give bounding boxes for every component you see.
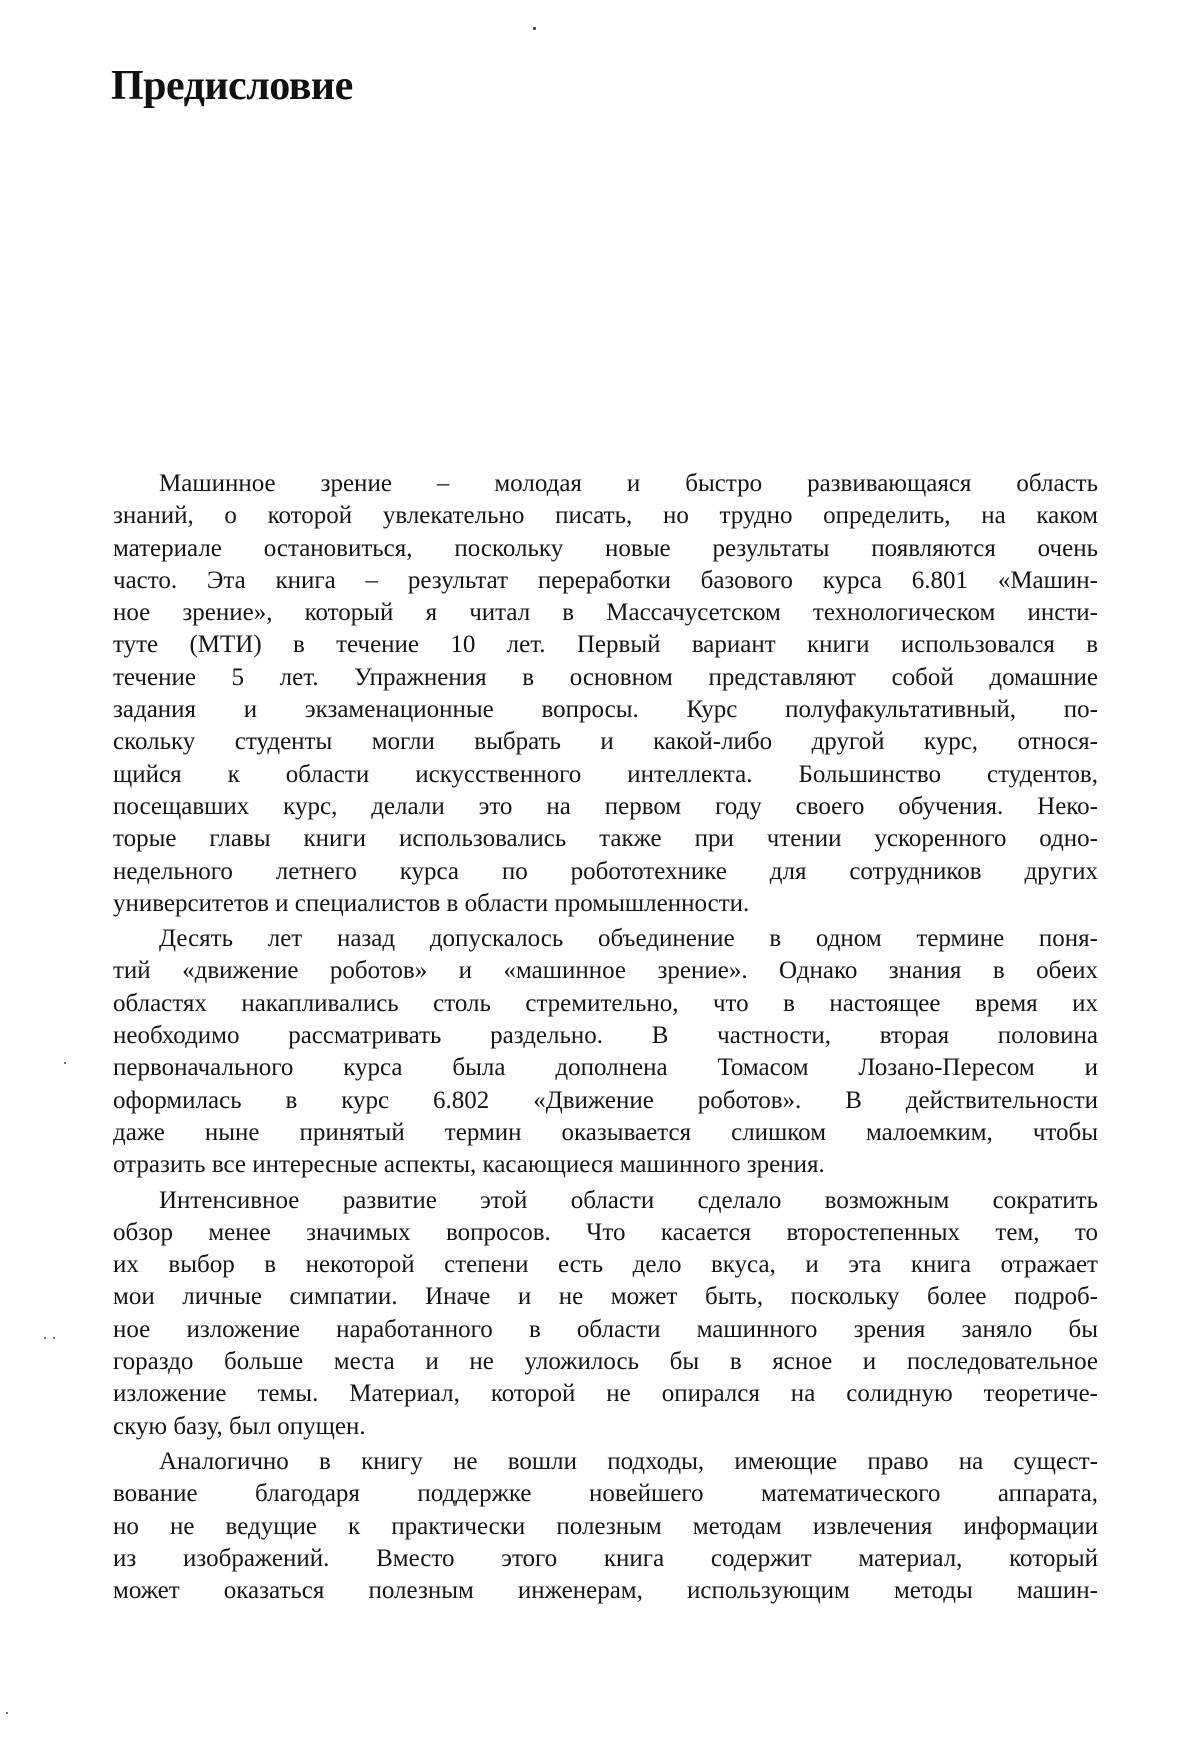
text-line: университетов и специалистов в области промышленности.	[113, 889, 750, 917]
text-line: даже ныне принятый термин оказывается слишком малоемким, чтобы	[113, 1118, 1098, 1146]
text-line: оформилась в курс 6.802 «Движение роботов». В действительности	[113, 1086, 1098, 1114]
text-line: задания и экзаменационные вопросы. Курс полуфакультативный, по-	[113, 696, 1098, 724]
text-line: областях накапливались столь стремительно, что в настоящее время их	[113, 989, 1098, 1017]
text-line: торые главы книги использовались также при чтении ускоренного одно-	[113, 825, 1098, 853]
scan-speck	[533, 27, 536, 30]
scan-speck	[44, 1337, 46, 1339]
text-line: необходимо рассматривать раздельно. В частности, вторая половина	[113, 1022, 1098, 1050]
body-text	[113, 468, 1098, 1607]
text-line: отразить все интересные аспекты, касающиеся машинного зрения.	[113, 1151, 825, 1179]
paragraph	[113, 1446, 1098, 1607]
text-line: изложение темы. Материал, которой не опирался на солидную теоретиче-	[113, 1380, 1098, 1408]
text-line: часто. Эта книга – результат переработки базового курса 6.801 «Машин-	[113, 566, 1098, 594]
paragraph	[113, 468, 1098, 920]
text-line: вование благодаря поддержке новейшего математического аппарата,	[113, 1480, 1098, 1508]
text-line: туте (МТИ) в течение 10 лет. Первый вариант книги использовался в	[113, 631, 1098, 659]
page-title: Предисловие	[111, 63, 353, 109]
text-line: тий «движение роботов» и «машинное зрение». Однако знания в обеих	[113, 957, 1098, 985]
text-line: Машинное зрение – молодая и быстро развивающаяся область	[159, 470, 1098, 497]
text-line: Интенсивное развитие этой области сделало возможным сократить	[159, 1186, 1098, 1214]
text-line: ное зрение», который я читал в Массачусетском технологическом инсти-	[113, 599, 1098, 627]
text-line: скольку студенты могли выбрать и какой-либо другой курс, относя-	[113, 728, 1098, 756]
text-line: недельного летнего курса по робототехнике для сотрудников других	[113, 857, 1098, 885]
paragraph	[113, 923, 1098, 1181]
scan-speck	[6, 1712, 8, 1714]
text-line: мои личные симпатии. Иначе и не может быть, поскольку более подроб-	[113, 1283, 1098, 1311]
scan-speck	[64, 1062, 66, 1064]
text-line: может оказаться полезным инженерам, использующим методы машин-	[113, 1577, 1098, 1605]
text-line: но не ведущие к практически полезным методам извлечения информации	[113, 1512, 1098, 1540]
text-line: обзор менее значимых вопросов. Что касается второстепенных тем, то	[113, 1218, 1098, 1246]
text-line: посещавших курс, делали это на первом году своего обучения. Неко-	[113, 792, 1098, 820]
text-line: материале остановиться, поскольку новые результаты появляются очень	[113, 534, 1098, 562]
text-line: гораздо больше места и не уложилось бы в ясное и последовательное	[113, 1348, 1098, 1376]
text-line: их выбор в некоторой степени есть дело вкуса, и эта книга отражает	[113, 1251, 1098, 1279]
text-line: Аналогично в книгу не вошли подходы, имеющие право на сущест-	[159, 1447, 1098, 1475]
text-line: щийся к области искусственного интеллекта. Большинство студентов,	[113, 760, 1098, 788]
paragraph	[113, 1185, 1098, 1443]
text-line: течение 5 лет. Упражнения в основном представляют собой домашние	[113, 663, 1098, 691]
text-line: первоначального курса была дополнена Томасом Лозано-Пересом и	[113, 1054, 1098, 1082]
text-line: Десять лет назад допускалось объединение в одном термине поня-	[159, 925, 1098, 953]
text-line: ное изложение наработанного в области машинного зрения заняло бы	[113, 1315, 1098, 1343]
scan-speck	[53, 1337, 55, 1339]
text-line: знаний, о которой увлекательно писать, но трудно определить, на каком	[113, 502, 1098, 530]
text-line: скую базу, был опущен.	[113, 1412, 366, 1440]
text-line: из изображений. Вместо этого книга содержит материал, который	[113, 1544, 1098, 1572]
